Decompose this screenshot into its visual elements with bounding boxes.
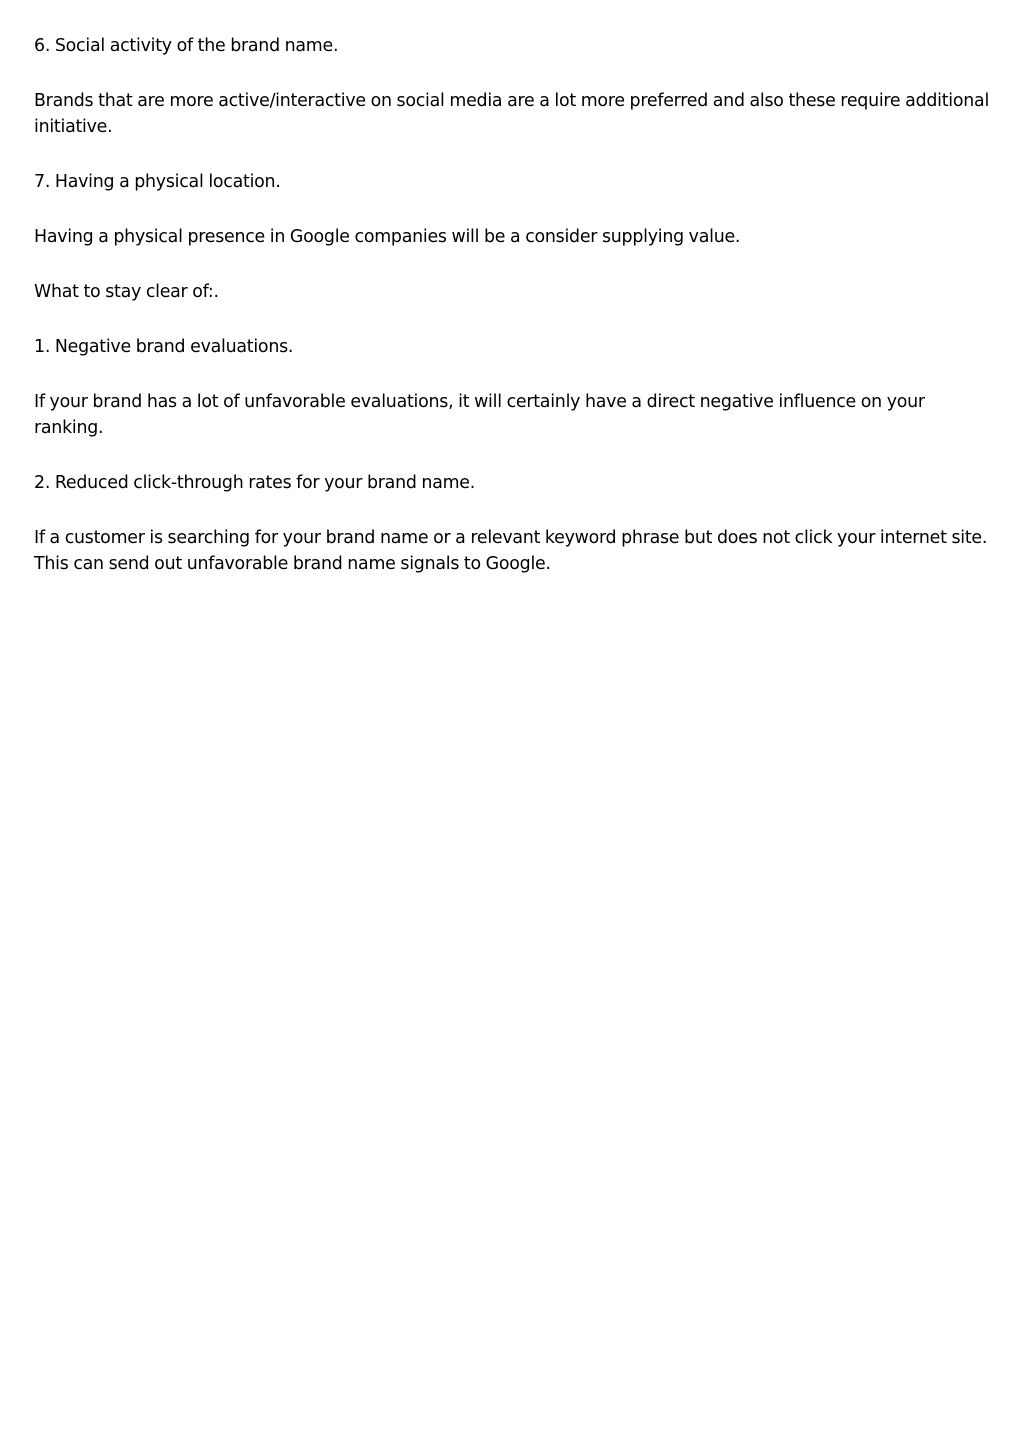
paragraph-click-through-body: If a customer is searching for your brand name or a relevant keyword phrase but does not click your internet site. This can send out unfavorable brand name signals to Google. xyxy=(34,528,988,574)
paragraph-social-activity-body: Brands that are more active/interactive on social media are a lot more preferred and also these require additional initiative. xyxy=(34,91,990,137)
paragraph-click-through-heading: 2. Reduced click-through rates for your brand name. xyxy=(34,473,476,493)
paragraph-physical-location-heading: 7. Having a physical location. xyxy=(34,172,281,192)
paragraph-negative-evaluations-heading: 1. Negative brand evaluations. xyxy=(34,337,294,357)
paragraph-what-to-avoid-heading: What to stay clear of:. xyxy=(34,282,219,302)
paragraph-negative-evaluations-body: If your brand has a lot of unfavorable evaluations, it will certainly have a direct negative influence on your ranking. xyxy=(34,392,925,438)
paragraph-social-activity-heading: 6. Social activity of the brand name. xyxy=(34,36,339,56)
paragraph-physical-location-body: Having a physical presence in Google companies will be a consider supplying value. xyxy=(34,227,741,247)
